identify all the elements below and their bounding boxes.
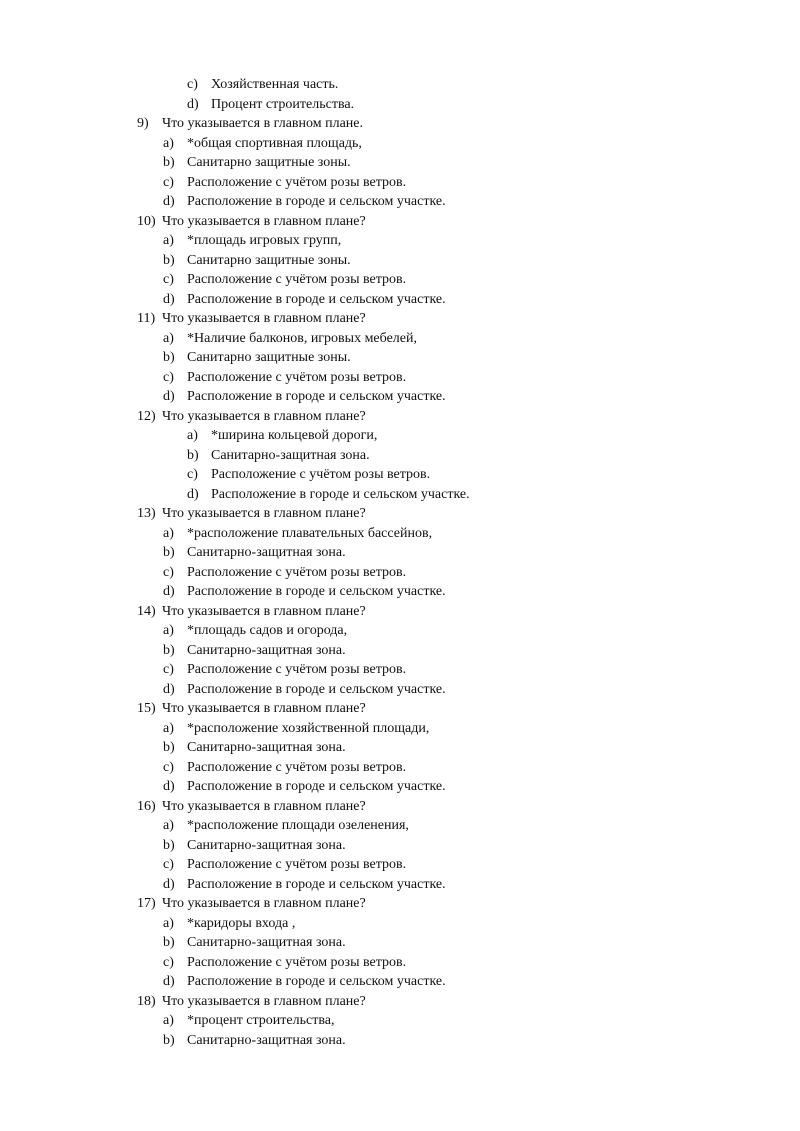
question-text: Что указывается в главном плане?: [162, 603, 366, 619]
option-text: Расположение с учётом розы ветров.: [187, 369, 407, 385]
option-letter: d): [163, 779, 175, 794]
option-text: Расположение с учётом розы ветров.: [187, 662, 407, 677]
option-letter: c): [163, 564, 174, 580]
option-letter: c): [163, 662, 174, 677]
option-text: Расположение в городе и сельском участке.: [187, 291, 446, 307]
option-letter: c): [163, 174, 174, 190]
option-letter: b): [163, 935, 175, 950]
option-letter: a): [163, 330, 174, 346]
option-text: Расположение в городе и сельском участке.: [187, 681, 446, 697]
question-text: Что указывается в главном плане?: [162, 408, 366, 424]
option-text: Расположение в городе и сельском участке.: [187, 779, 446, 794]
option-letter: c): [163, 369, 174, 385]
option-text: Расположение в городе и сельском участке.: [187, 389, 446, 404]
option-text: Расположение с учётом розы ветров.: [187, 857, 407, 872]
option-text: Санитарно-защитная зона.: [187, 642, 346, 658]
option-text: Расположение с учётом розы ветров.: [187, 759, 407, 775]
option-letter: d): [163, 974, 175, 989]
option-text: Расположение с учётом розы ветров.: [187, 174, 407, 190]
option-letter: d): [163, 584, 175, 599]
option-text: Расположение с учётом розы ветров.: [211, 467, 431, 482]
option-text: Санитарно-защитная зона.: [187, 1032, 346, 1048]
question-number: 13): [137, 506, 156, 521]
option-text: Расположение в городе и сельском участке.: [187, 584, 446, 599]
option-letter: d): [163, 876, 175, 892]
question-text: Что указывается в главном плане?: [162, 311, 366, 326]
question-number: 14): [137, 603, 156, 619]
option-letter: d): [163, 681, 175, 697]
option-text: *Наличие балконов, игровых мебелей,: [187, 330, 417, 346]
option-text: *расположение хозяйственной площади,: [187, 720, 430, 736]
option-letter: a): [163, 525, 174, 541]
option-text: Расположение с учётом розы ветров.: [187, 564, 407, 580]
option-letter: b): [163, 642, 175, 658]
question-number: 16): [137, 798, 156, 814]
question-number: 12): [137, 408, 156, 424]
option-letter: b): [163, 837, 175, 853]
option-letter: b): [163, 740, 175, 755]
option-text: *площадь игровых групп,: [187, 233, 342, 248]
option-text: *расположение плавательных бассейнов,: [187, 525, 433, 541]
question-text: Что указывается в главном плане?: [162, 896, 366, 911]
option-text: Санитарно-защитная зона.: [187, 837, 346, 853]
question-text: Что указывается в главном плане?: [162, 798, 366, 814]
option-letter: a): [163, 818, 174, 833]
question-number: 17): [137, 896, 156, 911]
option-text: *процент строительства,: [187, 1013, 335, 1028]
option-text: Санитарно-защитная зона.: [187, 740, 346, 755]
option-letter: c): [187, 467, 198, 482]
option-text: Расположение в городе и сельском участке.: [187, 194, 446, 209]
option-text: Санитарно-защитная зона.: [187, 935, 346, 950]
option-letter: c): [163, 857, 174, 872]
option-letter: a): [187, 428, 198, 443]
option-letter: c): [163, 759, 174, 775]
option-letter: a): [163, 623, 174, 638]
question-number: 15): [137, 701, 156, 716]
option-text: Расположение с учётом розы ветров.: [187, 272, 407, 287]
option-text: Расположение в городе и сельском участке.: [211, 486, 470, 502]
option-letter: a): [163, 915, 174, 931]
option-text: Процент строительства.: [211, 96, 355, 112]
option-letter: d): [187, 96, 199, 112]
option-letter: c): [163, 272, 174, 287]
option-letter: d): [163, 291, 175, 307]
question-number: 18): [137, 993, 156, 1009]
question-text: Что указывается в главном плане?: [162, 506, 366, 521]
option-text: Санитарно защитные зоны.: [187, 350, 351, 365]
option-text: Санитарно защитные зоны.: [187, 252, 351, 268]
option-text: *общая спортивная площадь,: [187, 135, 362, 151]
option-letter: b): [163, 252, 175, 268]
option-text: Расположение в городе и сельском участке.: [187, 876, 446, 892]
option-letter: b): [163, 545, 175, 560]
option-letter: b): [163, 350, 175, 365]
option-letter: c): [163, 954, 174, 970]
option-text: Расположение с учётом розы ветров.: [187, 954, 407, 970]
option-text: *каридоры входа ,: [187, 915, 296, 931]
option-letter: b): [163, 155, 175, 170]
question-number: 9): [137, 116, 149, 131]
option-letter: c): [187, 77, 198, 92]
option-text: Санитарно защитные зоны.: [187, 155, 351, 170]
question-number: 11): [137, 311, 156, 326]
question-number: 10): [137, 213, 156, 229]
option-letter: a): [163, 1013, 174, 1028]
question-text: Что указывается в главном плане?: [162, 213, 366, 229]
question-text: Что указывается в главном плане?: [162, 993, 366, 1009]
option-text: *площадь садов и огорода,: [187, 623, 348, 638]
option-letter: b): [163, 1032, 175, 1048]
option-letter: a): [163, 720, 174, 736]
option-text: *ширина кольцевой дороги,: [211, 428, 378, 443]
question-text: Что указывается в главном плане.: [162, 116, 364, 131]
option-text: Расположение в городе и сельском участке.: [187, 974, 446, 989]
question-text: Что указывается в главном плане?: [162, 701, 366, 716]
option-text: Санитарно-защитная зона.: [211, 447, 370, 463]
option-text: Хозяйственная часть.: [211, 77, 339, 92]
option-letter: b): [187, 447, 199, 463]
option-letter: d): [163, 194, 175, 209]
option-text: Санитарно-защитная зона.: [187, 545, 346, 560]
option-letter: d): [187, 486, 199, 502]
option-text: *расположение площади озеленения,: [187, 818, 409, 833]
option-letter: d): [163, 389, 175, 404]
option-letter: a): [163, 135, 174, 151]
option-letter: a): [163, 233, 174, 248]
